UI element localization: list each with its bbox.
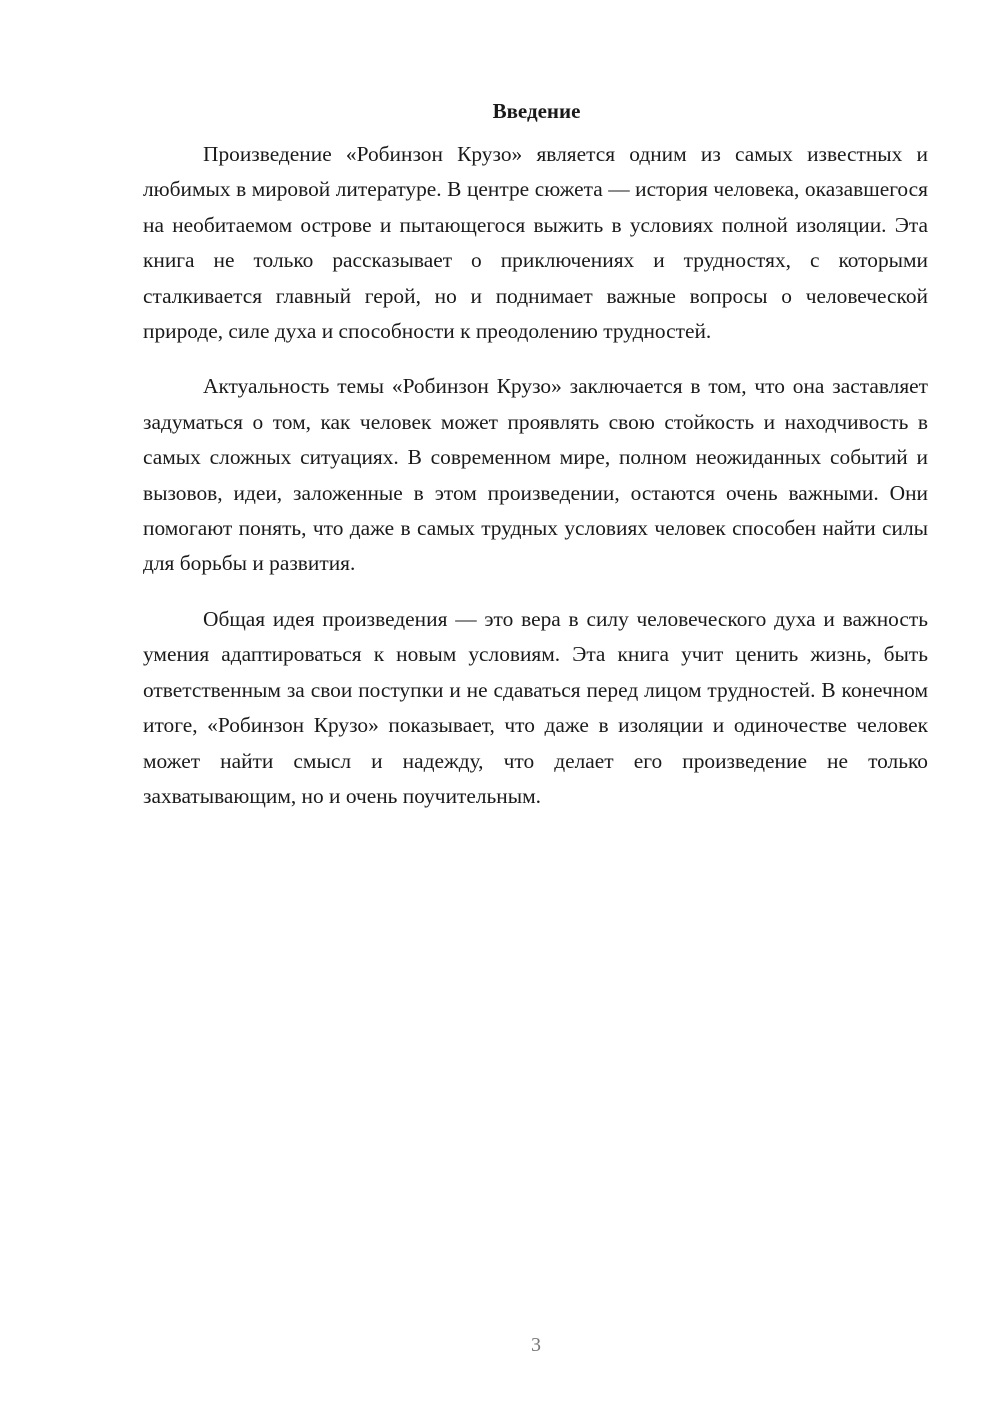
section-heading: Введение — [492, 99, 581, 123]
paragraph-main-idea: Общая идея произведения — это вера в силу человеческого духа и важность умения адаптироваться к новым условиям. Эта книга учит ценить жизнь, быть ответственным за свои поступки и не сдаваться перед лицом трудностей. В конечном итоге, «Робинзон Крузо» показывает, что даже в изоляции и одиночестве человек может найти смысл и надежду, что делает его произведение не только захватывающим, но и очень поучительным. — [143, 606, 928, 808]
paragraph-intro: Произведение «Робинзон Крузо» является одним из самых известных и любимых в мировой литературе. В центре сюжета — история человека, оказавшегося на необитаемом острове и пытающегося выжить в условиях полной изоляции. Эта книга не только рассказывает о приключениях и трудностях, с которыми сталкивается главный герой, но и поднимает важные вопросы о человеческой природе, силе духа и способности к преодолению трудностей. — [143, 142, 928, 344]
page-number: 3 — [531, 1334, 541, 1356]
page-content — [143, 96, 928, 834]
paragraph-relevance: Актуальность темы «Робинзон Крузо» заключается в том, что она заставляет задуматься о том, как человек может проявлять свою стойкость и находчивость в самых сложных ситуациях. В современном мире, полном неожиданных событий и вызовов, идеи, заложенные в этом произведении, остаются очень важными. Они помогают понять, что даже в самых трудных условиях человек способен найти силы для борьбы и развития. — [143, 374, 928, 576]
